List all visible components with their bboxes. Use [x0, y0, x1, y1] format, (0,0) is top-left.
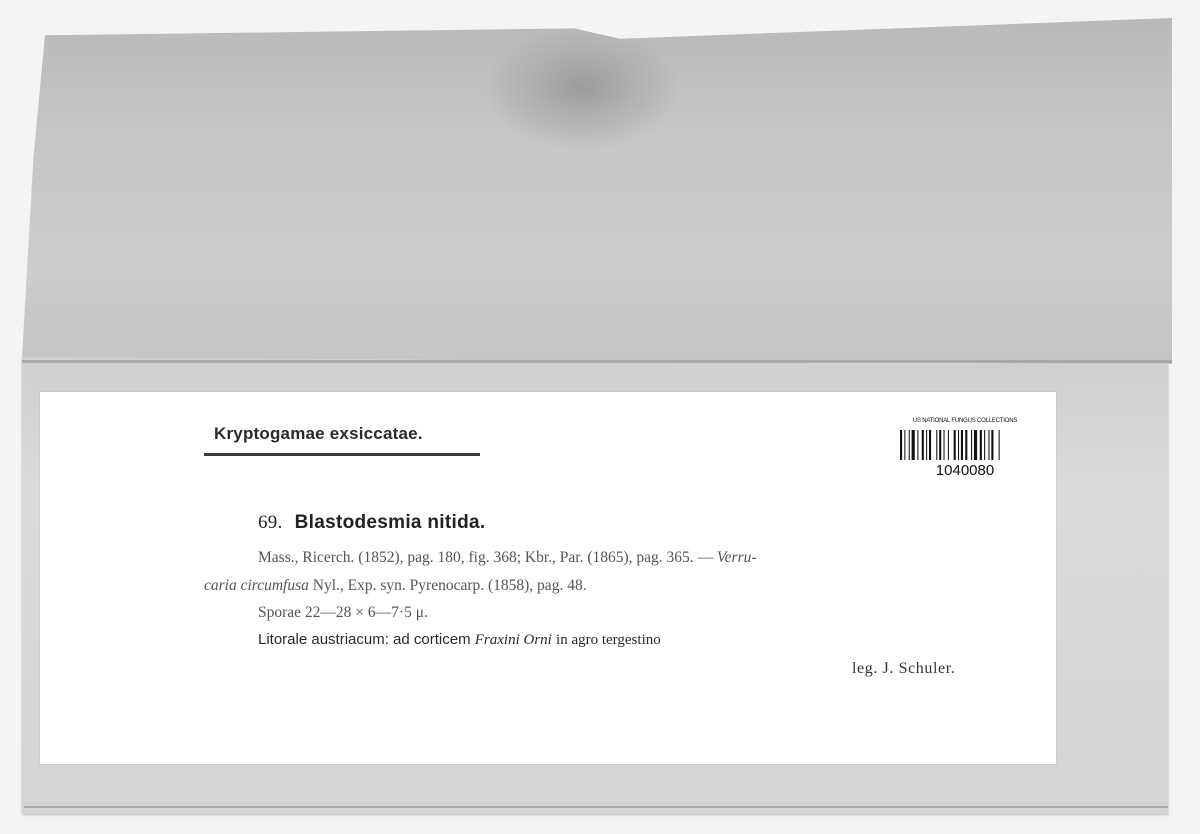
species-heading — [258, 512, 485, 534]
locality-prefix: Litorale austriacum: ad corticem — [258, 631, 471, 648]
species-name: Blastodesmia nitida. — [294, 512, 486, 533]
barcode-label — [888, 414, 1042, 490]
barcode-icon — [900, 430, 1034, 460]
packet-flap — [22, 18, 1172, 364]
title-underline — [204, 453, 480, 456]
barcode-caption: US NATIONAL FUNGUS COLLECTIONS — [912, 418, 1018, 424]
locality — [258, 631, 661, 649]
exsiccata-number: 69. — [258, 512, 283, 533]
citation-line-1 — [258, 549, 757, 567]
flap-edge — [22, 360, 1172, 363]
locality-suffix: in agro tergestino — [556, 632, 661, 648]
series-title: Kryptogamae exsiccatae. — [214, 424, 423, 443]
barcode-number: 1040080 — [935, 462, 995, 479]
packet-fold — [24, 806, 1168, 808]
collector: leg. J. Schuler. — [852, 660, 956, 677]
citation-text-1: Mass., Ricerch. (1852), pag. 180, fig. 368; Kbr., Par. (1865), pag. 365. — — [258, 549, 714, 566]
citation-italic-2: caria circumfusa — [204, 577, 309, 594]
citation-line-2 — [204, 577, 587, 595]
spore-measurements: Sporae 22—28 × 6—7·5 μ. — [258, 604, 428, 621]
citation-italic-1: Verru- — [716, 549, 757, 566]
citation-text-2: Nyl., Exp. syn. Pyrenocarp. (1858), pag. 48. — [312, 577, 587, 594]
locality-host: Fraxini Orni — [474, 632, 552, 648]
